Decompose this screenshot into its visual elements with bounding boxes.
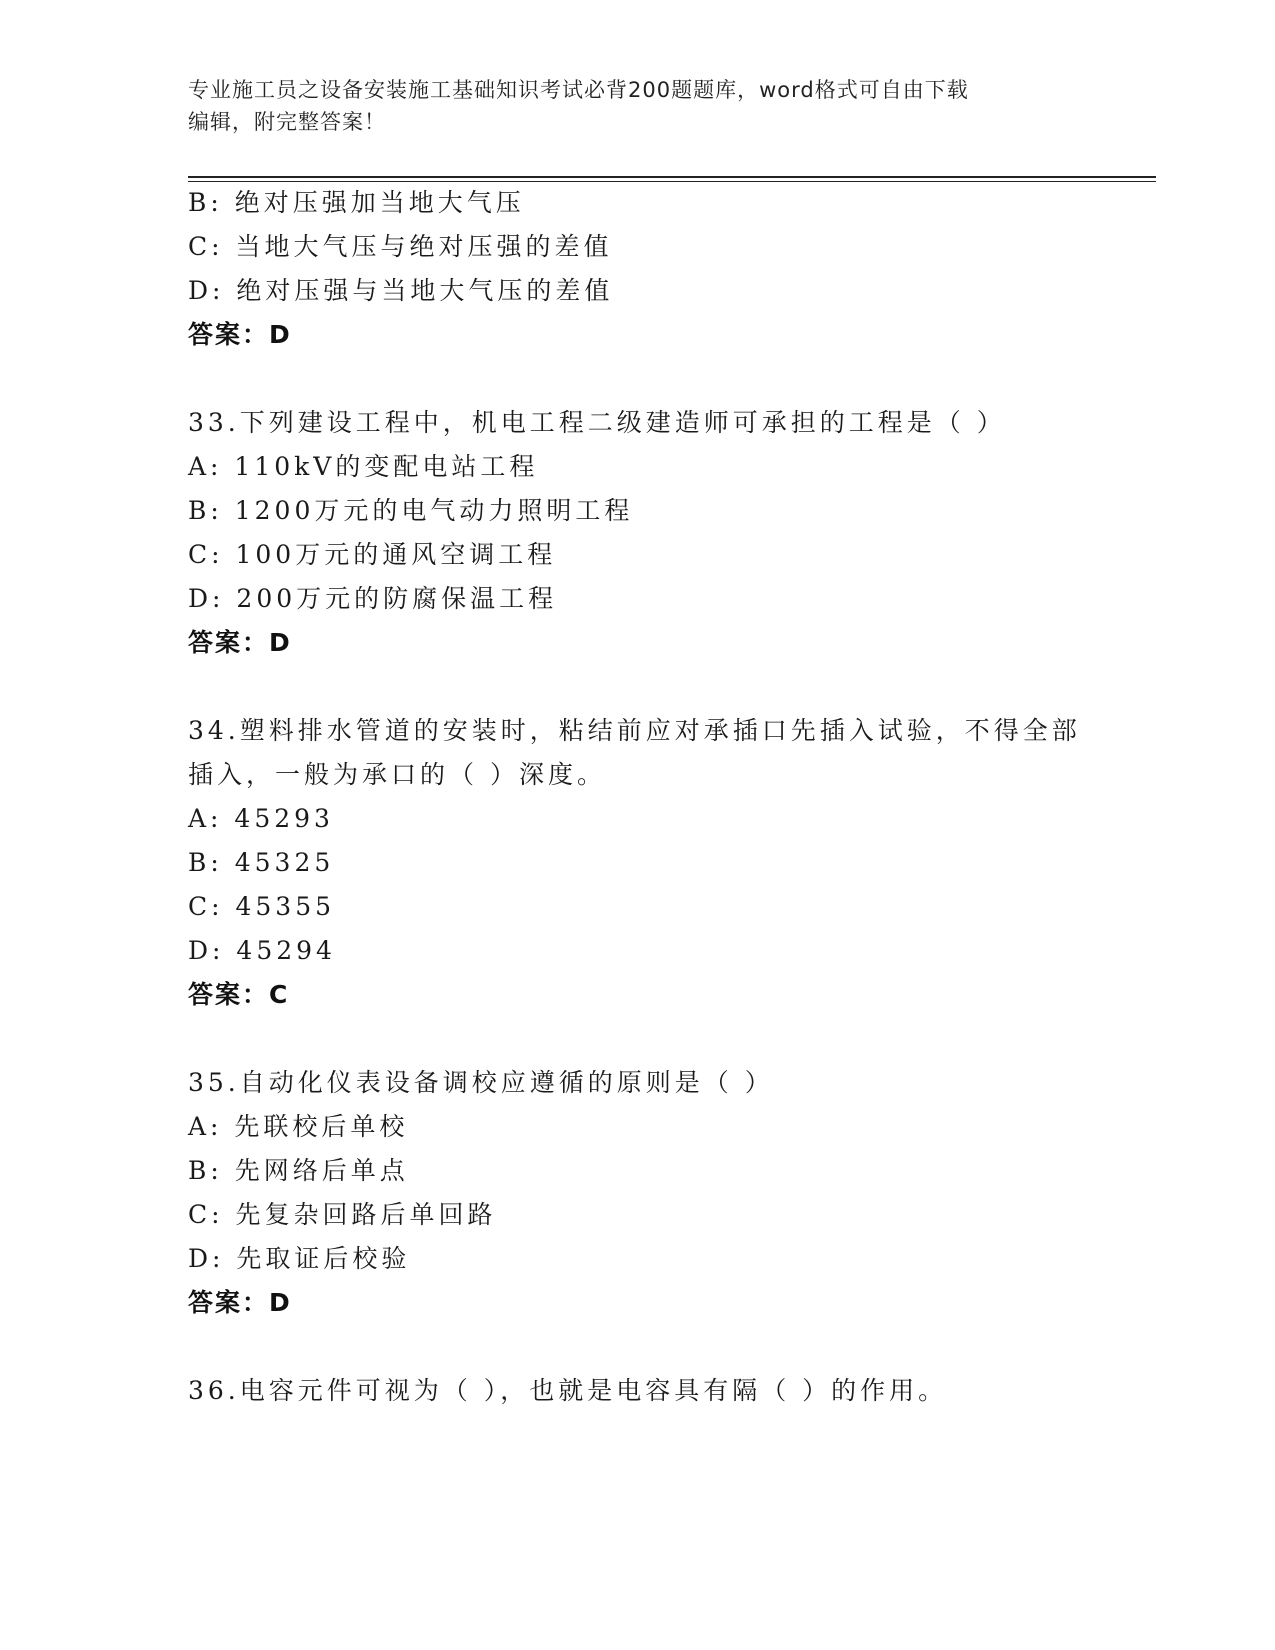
q34-answer: 答案：C	[188, 980, 290, 1009]
q34-option-d: D: 45294	[188, 936, 336, 965]
header-rule-thin	[188, 181, 1156, 182]
q33-question: 33.下列建设工程中，机电工程二级建造师可承担的工程是（ ）	[188, 408, 1006, 437]
q33-option-a: A: 110kV的变配电站工程	[188, 452, 539, 481]
q32-option-b: B: 绝对压强加当地大气压	[188, 188, 525, 217]
q34-question-line2: 插入，一般为承口的（ ）深度。	[188, 760, 606, 789]
q32-option-d: D: 绝对压强与当地大气压的差值	[188, 276, 614, 305]
q35-answer: 答案：D	[188, 1288, 292, 1317]
q33-answer: 答案：D	[188, 628, 292, 657]
q34-option-b: B: 45325	[188, 848, 335, 877]
q35-option-d: D: 先取证后校验	[188, 1244, 411, 1273]
q34-option-a: A: 45293	[188, 804, 334, 833]
header-title-line1: 专业施工员之设备安装施工基础知识考试必背200题题库，word格式可自由下载	[188, 78, 969, 102]
q33-option-d: D: 200万元的防腐保温工程	[188, 584, 558, 613]
q32-answer: 答案：D	[188, 320, 292, 349]
q32-option-c: C: 当地大气压与绝对压强的差值	[188, 232, 613, 261]
q33-option-c: C: 100万元的通风空调工程	[188, 540, 557, 569]
q35-question: 35.自动化仪表设备调校应遵循的原则是（ ）	[188, 1068, 774, 1097]
q34-option-c: C: 45355	[188, 892, 336, 921]
header-rule-thick	[188, 176, 1156, 178]
q36-question: 36.电容元件可视为（ ），也就是电容具有隔（ ）的作用。	[188, 1376, 948, 1405]
q35-option-c: C: 先复杂回路后单回路	[188, 1200, 497, 1229]
q35-option-a: A: 先联校后单校	[188, 1112, 409, 1141]
q34-question-line1: 34.塑料排水管道的安装时，粘结前应对承插口先插入试验，不得全部	[188, 716, 1081, 745]
q33-option-b: B: 1200万元的电气动力照明工程	[188, 496, 634, 525]
page-header	[188, 74, 1068, 138]
header-title-line2: 编辑，附完整答案！	[188, 110, 386, 134]
q35-option-b: B: 先网络后单点	[188, 1156, 409, 1185]
